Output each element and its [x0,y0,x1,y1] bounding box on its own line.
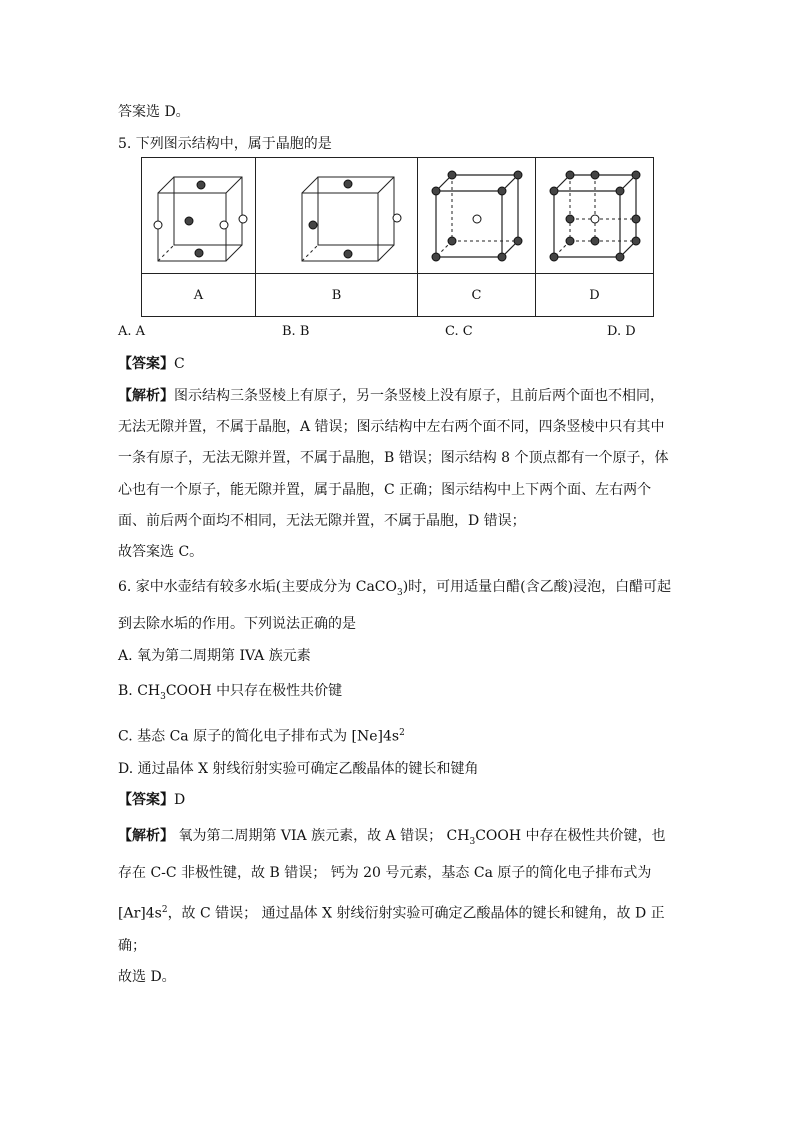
q5-analysis-line-2: 无法无隙并置，不属于晶胞，A 错误；图示结构中左右两个面不同，四条竖棱中只有其中 [118,419,665,435]
q5-analysis-line-1 [118,386,664,406]
figure-label-b: B [256,274,418,317]
analysis-text: 氧为第二周期第 VIA 族元素，故 A 错误； CH [174,828,470,844]
answer-tag: 【答案】 [118,792,174,808]
unit-cell-figure-d [540,161,650,271]
option-text: C. 基态 Ca 原子的简化电子排布式为 [Ne]4s [118,728,400,745]
analysis-tag: 【解析】 [118,388,174,404]
stem-text: )时，可用适量白醋(含乙酸)浸泡，白醋可起 [402,579,672,595]
formula-subscript: 3 [396,587,403,598]
figure-b-cell [256,158,418,274]
q6-analysis-line-4: 确； [118,938,146,954]
figure-table [141,157,654,317]
answer-tag: 【答案】 [118,356,174,372]
question-6-stem-line-1 [118,577,671,603]
superscript: 2 [399,728,405,738]
option-text: COOH 中只存在极性共价键 [165,683,343,699]
q6-option-d: D. 通过晶体 X 射线衍射实验可确定乙酸晶体的键长和键角 [118,761,479,777]
q5-analysis-line-5: 面、前后两个面均不相同，无法无隙并置，不属于晶胞，D 错误； [118,513,526,529]
question-6-stem-line-2: 到去除水垢的作用。下列说法正确的是 [118,616,356,632]
analysis-text: COOH 中存在极性共价键，也 [475,828,666,844]
unit-cell-figure-c [422,161,532,271]
formula-subscript: 3 [469,836,476,847]
q6-option-c [118,723,405,747]
q5-analysis-line-3: 一条有原子，无法无隙并置，不属于晶胞，B 错误；图示结构 8 个顶点都有一个原子，体 [118,450,669,466]
option-a: A. A [118,324,146,339]
option-text: B. CH [118,683,161,699]
answer-value: C [174,356,185,372]
previous-answer: 答案选 D。 [118,104,190,120]
q6-analysis-line-3 [118,900,665,924]
q5-answer [118,354,185,374]
figure-label-d: D [536,274,654,317]
q5-analysis-line-4: 心也有一个原子，能无隙并置，属于晶胞，C 正确；图示结构中上下两个面、左右两个 [118,482,652,498]
q6-option-a: A. 氧为第二周期第 IVA 族元素 [118,648,311,664]
analysis-text: 图示结构三条竖棱上有原子，另一条竖棱上没有原子，且前后两个面也不相同， [174,388,664,404]
unit-cell-figure-a [144,161,254,271]
figure-c-cell [418,158,536,274]
q6-conclusion: 故选 D。 [118,969,176,985]
q6-analysis-line-2: 存在 C-C 非极性键，故 B 错误； 钙为 20 号元素，基态 Ca 原子的简化电子排布式为 [118,865,652,881]
analysis-text: [Ar]4s [118,905,162,922]
q5-conclusion: 故答案选 C。 [118,544,204,560]
analysis-tag: 【解析】 [118,828,174,844]
option-c: C. C [445,324,473,339]
figure-label-a: A [142,274,256,317]
figure-label-c: C [418,274,536,317]
option-b: B. B [282,324,310,339]
q6-option-b [118,681,342,707]
formula-subscript: 3 [160,691,166,702]
option-d: D. D [607,324,636,339]
unit-cell-figure-b [272,161,402,271]
q6-analysis-line-1 [118,826,666,852]
q6-answer [118,790,185,810]
figure-d-cell [536,158,654,274]
stem-text: 6. 家中水壶结有较多水垢(主要成分为 [118,579,356,595]
question-5-stem: 5. 下列图示结构中，属于晶胞的是 [118,136,332,152]
superscript: 2 [161,905,168,915]
formula: CaCO [355,579,397,595]
answer-value: D [174,792,186,808]
figure-a-cell [142,158,256,274]
analysis-text: ，故 C 错误； 通过晶体 X 射线衍射实验可确定乙酸晶体的键长和键角，故 D 正 [167,905,665,922]
